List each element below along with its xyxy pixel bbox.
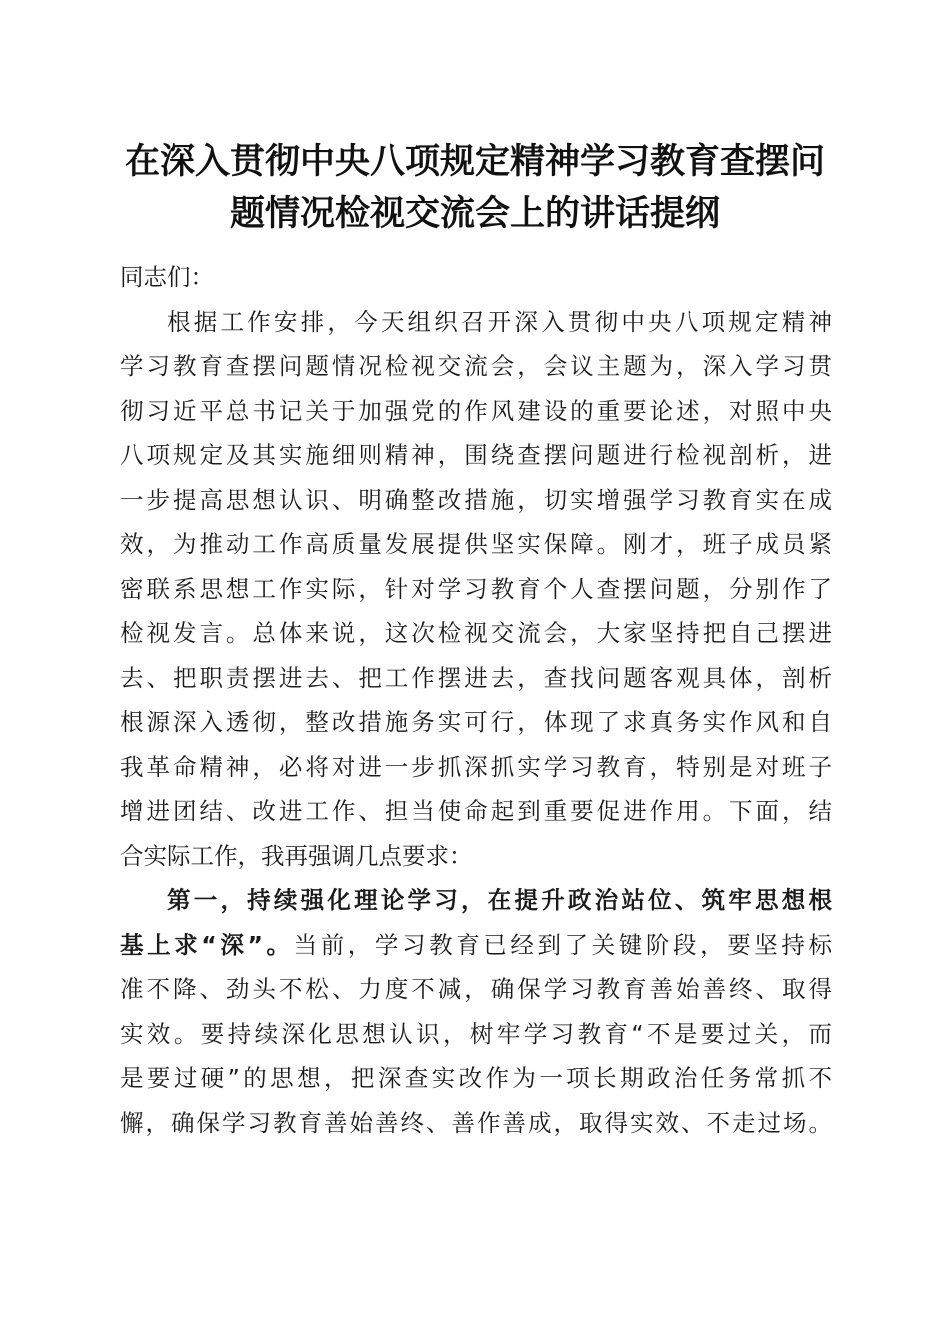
section-heading-tail: 基上求“深”。 <box>120 930 294 959</box>
salutation: 同志们： <box>120 263 214 291</box>
paragraph-line: 彻习近平总书记关于加强党的作风建设的重要论述，对照中央 <box>120 396 832 425</box>
section-heading-line: 第一，持续强化理论学习，在提升政治站位、筑牢思想根 <box>167 886 832 914</box>
paragraph-line: 密联系思想工作实际，针对学习教育个人查摆问题，分别作了 <box>120 574 832 603</box>
title-line-2: 题情况检视交流会上的讲话提纲 <box>229 193 720 234</box>
paragraph-line: 增进团结、改进工作、担当使命起到重要促进作用。下面，结 <box>120 797 832 825</box>
paragraph-line: 八项规定及其实施细则精神，围绕查摆问题进行检视剖析，进 <box>120 441 832 469</box>
paragraph-line <box>120 923 832 968</box>
paragraph-line: 合实际工作，我再强调几点要求： <box>120 841 473 870</box>
paragraph-line: 根据工作安排，今天组织召开深入贯彻中央八项规定精神 <box>167 307 832 336</box>
paragraph-line: 我革命精神，必将对进一步抓深抓实学习教育，特别是对班子 <box>120 752 832 781</box>
paragraph-line: 是要过硬”的思想，把深查实改作为一项长期政治任务常抓不 <box>120 1064 832 1092</box>
paragraph-line: 懈，确保学习教育善始善终、善作善成，取得实效、不走过场。 <box>120 1108 832 1137</box>
paragraph-line-rest: 当前，学习教育已经到了关键阶段，要坚持标 <box>293 930 832 959</box>
paragraph-2 <box>120 878 832 1145</box>
paragraph-line: 去、把职责摆进去、把工作摆进去，查找问题客观具体，剖析 <box>120 663 832 692</box>
paragraph-line: 实效。要持续深化思想认识，树牢学习教育“不是要过关，而 <box>120 1019 832 1048</box>
document-title <box>110 136 840 240</box>
paragraph-line: 准不降、劲头不松、力度不减，确保学习教育善始善终、取得 <box>120 975 832 1003</box>
paragraph-line: 一步提高思想认识、明确整改措施，切实增强学习教育实在成 <box>120 485 832 514</box>
paragraph-line: 根源深入透彻，整改措施务实可行，体现了求真务实作风和自 <box>120 708 832 736</box>
document-body <box>120 255 832 1145</box>
title-line-1: 在深入贯彻中央八项规定精神学习教育查摆问 <box>124 141 825 182</box>
paragraph-line: 检视发言。总体来说，这次检视交流会，大家坚持把自己摆进 <box>120 619 832 647</box>
paragraph-line: 学习教育查摆问题情况检视交流会，会议主题为，深入学习贯 <box>120 352 832 380</box>
paragraph-1 <box>120 300 832 879</box>
paragraph-line: 效，为推动工作高质量发展提供坚实保障。刚才，班子成员紧 <box>120 530 832 558</box>
